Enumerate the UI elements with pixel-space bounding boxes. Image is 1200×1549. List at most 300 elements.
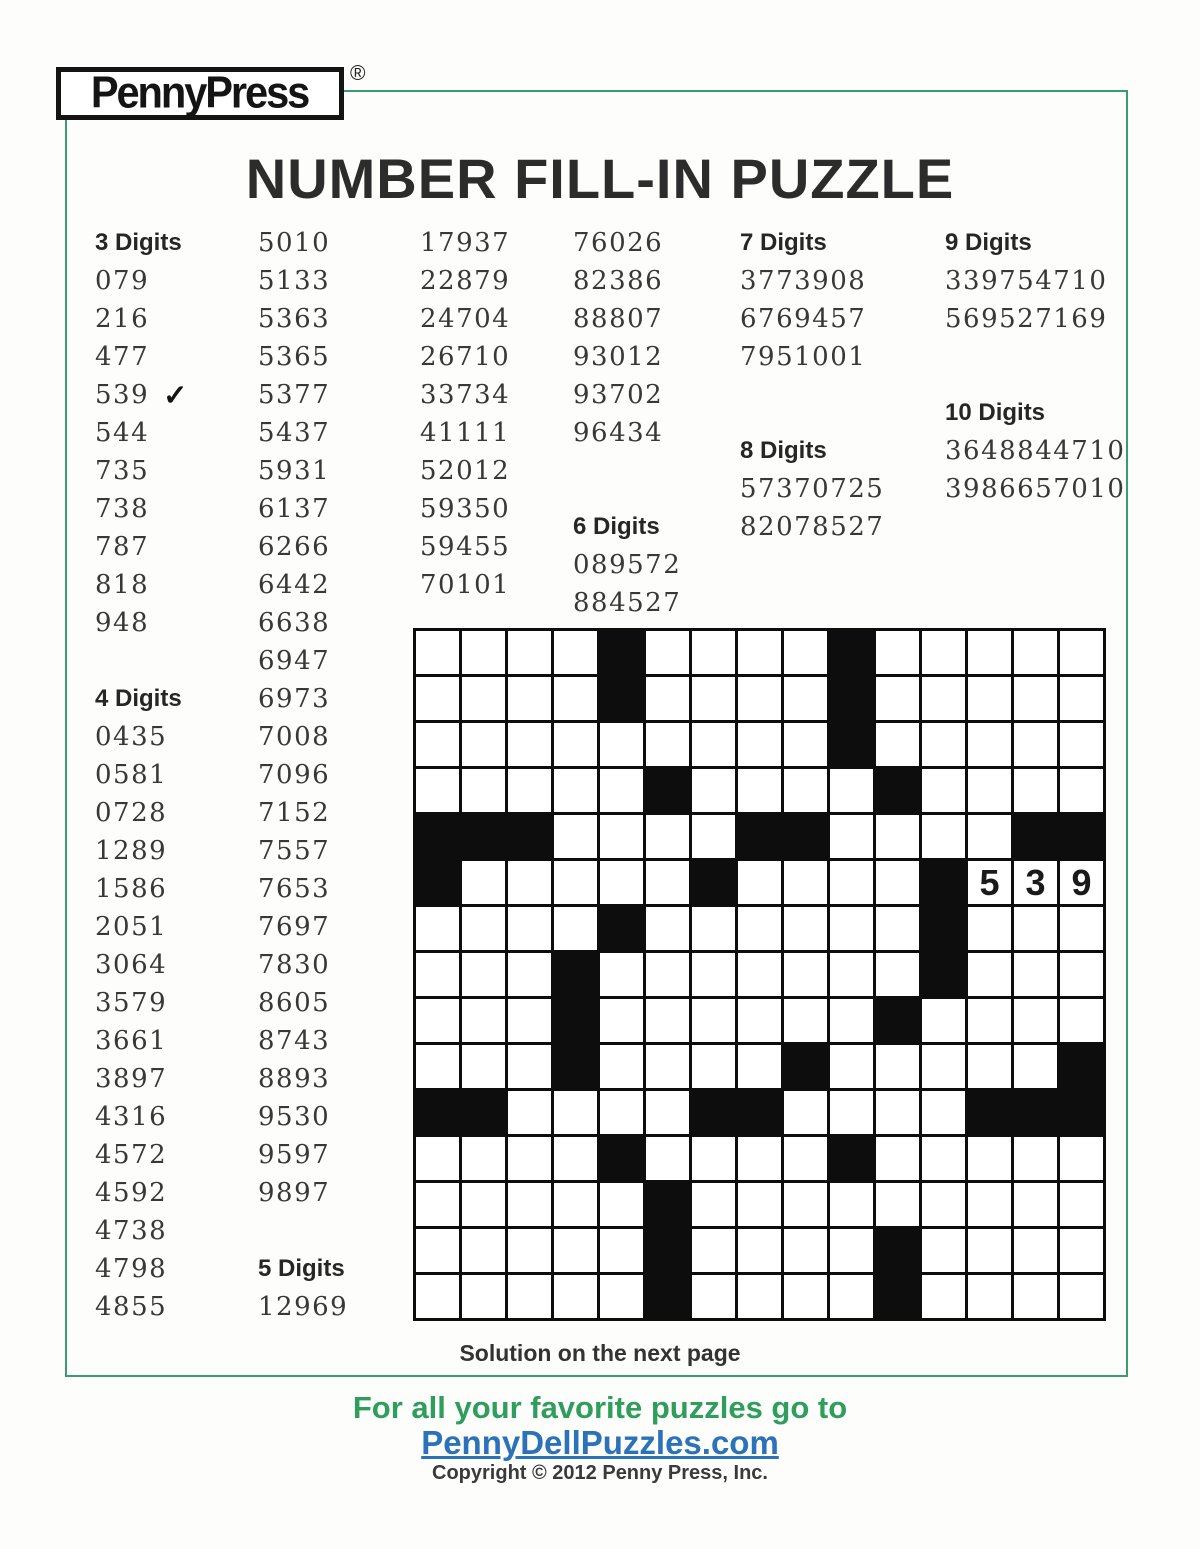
number-value: 216 [95, 304, 150, 334]
grid-cell [830, 1229, 873, 1272]
grid-cell [784, 1091, 827, 1134]
grid-cell [554, 861, 597, 904]
list-number [258, 680, 348, 718]
grid-cell [784, 999, 827, 1042]
list-number [95, 908, 187, 946]
grid-cell-black [646, 1183, 689, 1226]
list-spacer [945, 338, 1125, 394]
grid-cell [508, 861, 551, 904]
list-section-header [740, 224, 884, 262]
list-number [95, 262, 187, 300]
list-section-header [945, 394, 1125, 432]
grid-cell-black [830, 723, 873, 766]
grid-cell [968, 1275, 1011, 1318]
number-value: 59455 [420, 532, 511, 562]
number-value: 7951001 [740, 342, 867, 372]
number-value: 884527 [573, 588, 682, 618]
grid-cell [692, 1137, 735, 1180]
grid-cell [784, 907, 827, 950]
number-value: 3986657010 [945, 474, 1126, 504]
number-value: 6442 [258, 570, 331, 600]
registered-trademark-symbol: ® [348, 62, 369, 88]
list-number [573, 584, 681, 622]
number-value: 41111 [420, 418, 511, 448]
grid-cell [462, 769, 505, 812]
grid-cell [738, 677, 781, 720]
grid-cell [646, 953, 689, 996]
grid-cell [692, 1183, 735, 1226]
grid-cell [738, 1137, 781, 1180]
grid-cell-black [554, 1045, 597, 1088]
grid-cell [1060, 999, 1103, 1042]
number-value: 477 [95, 342, 150, 372]
copyright-line: Copyright © 2012 Penny Press, Inc. [432, 1462, 768, 1484]
list-number [420, 376, 510, 414]
grid-cell-black [968, 1091, 1011, 1134]
grid-cell-black [876, 1275, 919, 1318]
list-number [420, 338, 510, 376]
grid-cell [508, 1091, 551, 1134]
grid-cell [1060, 1137, 1103, 1180]
grid-cell [830, 953, 873, 996]
grid-cell [830, 1091, 873, 1134]
grid-cell-black [922, 953, 965, 996]
list-number [258, 376, 348, 414]
grid-cell [1060, 677, 1103, 720]
grid-cell [922, 1183, 965, 1226]
grid-cell [508, 769, 551, 812]
grid-cell [692, 1229, 735, 1272]
number-value: 93702 [573, 380, 664, 410]
pennydellpuzzles-link[interactable]: PennyDellPuzzles.com [421, 1424, 779, 1461]
list-section-header [95, 224, 187, 262]
grid-cell [1014, 1183, 1057, 1226]
number-value: 26710 [420, 342, 511, 372]
list-number [258, 528, 348, 566]
grid-cell [462, 631, 505, 674]
grid-cell-black [1060, 1091, 1103, 1134]
grid-cell-black [462, 815, 505, 858]
grid-cell [1060, 1183, 1103, 1226]
grid-cell [876, 907, 919, 950]
grid-cell [646, 907, 689, 950]
grid-cell-black [922, 861, 965, 904]
grid-cell [738, 1045, 781, 1088]
list-number [258, 1060, 348, 1098]
grid-cell [1014, 1137, 1057, 1180]
grid-cell [646, 1045, 689, 1088]
list-number [95, 452, 187, 490]
list-number [420, 414, 510, 452]
grid-cell [600, 1275, 643, 1318]
list-number [740, 508, 884, 546]
col-4-and-5-digits [258, 224, 348, 1326]
number-value: 539 [95, 380, 150, 410]
grid-cell [646, 677, 689, 720]
grid-cell [784, 953, 827, 996]
grid-cell-black [876, 769, 919, 812]
number-value: 5377 [258, 380, 331, 410]
number-value: 544 [95, 418, 150, 448]
number-value: 96434 [573, 418, 664, 448]
grid-cell [554, 723, 597, 766]
grid-cell [968, 999, 1011, 1042]
grid-cell [922, 723, 965, 766]
grid-cell [738, 769, 781, 812]
number-value: 5010 [258, 228, 331, 258]
grid-cell [830, 815, 873, 858]
grid-cell-black [508, 815, 551, 858]
grid-cell [922, 1091, 965, 1134]
grid-cell [1060, 953, 1103, 996]
list-number [420, 300, 510, 338]
list-number [95, 376, 187, 414]
list-number [573, 546, 681, 584]
number-value: 82386 [573, 266, 664, 296]
grid-cell [922, 677, 965, 720]
grid-cell [692, 769, 735, 812]
col-7-and-8-digits [740, 224, 884, 546]
list-number [95, 566, 187, 604]
grid-cell [1014, 907, 1057, 950]
grid-cell [646, 1091, 689, 1134]
grid-cell [646, 861, 689, 904]
list-number [945, 432, 1125, 470]
grid-cell [876, 723, 919, 766]
grid-cell [600, 953, 643, 996]
number-value: 7152 [258, 798, 331, 828]
number-value: 5363 [258, 304, 331, 334]
grid-cell-black [1014, 1091, 1057, 1134]
grid-cell [922, 1229, 965, 1272]
grid-cell [738, 999, 781, 1042]
grid-cell [830, 861, 873, 904]
list-number [258, 642, 348, 680]
grid-cell [738, 1229, 781, 1272]
list-number [258, 224, 348, 262]
number-value: 738 [95, 494, 150, 524]
grid-cell [876, 1091, 919, 1134]
number-value: 8893 [258, 1064, 331, 1094]
number-value: 6973 [258, 684, 331, 714]
number-value: 70101 [420, 570, 511, 600]
list-number [95, 528, 187, 566]
grid-cell [922, 1137, 965, 1180]
number-value: 93012 [573, 342, 664, 372]
grid-cell-black [646, 1275, 689, 1318]
grid-cell [1014, 1275, 1057, 1318]
grid-cell [554, 907, 597, 950]
number-value: 6947 [258, 646, 331, 676]
list-number [258, 1022, 348, 1060]
grid-cell [738, 631, 781, 674]
grid-cell [784, 769, 827, 812]
grid-cell [784, 1183, 827, 1226]
grid-cell [462, 907, 505, 950]
number-value: 8605 [258, 988, 331, 1018]
number-value: 7697 [258, 912, 331, 942]
grid-cell [508, 1229, 551, 1272]
list-number [95, 1136, 187, 1174]
list-number [95, 300, 187, 338]
grid-cell [692, 723, 735, 766]
number-value: 7008 [258, 722, 331, 752]
grid-cell [462, 999, 505, 1042]
grid-cell [600, 1091, 643, 1134]
grid-cell [968, 1045, 1011, 1088]
number-value: 4855 [95, 1292, 168, 1322]
number-value: 9530 [258, 1102, 331, 1132]
list-spacer [95, 642, 187, 680]
grid-cell [876, 1183, 919, 1226]
grid-cell-black [600, 677, 643, 720]
grid-cell-black [646, 769, 689, 812]
grid-cell [738, 1183, 781, 1226]
grid-cell [830, 769, 873, 812]
number-value: 089572 [573, 550, 682, 580]
grid-cell [508, 999, 551, 1042]
grid-cell [784, 677, 827, 720]
number-value: 4572 [95, 1140, 168, 1170]
list-number [740, 338, 884, 376]
list-number [258, 718, 348, 756]
list-number [258, 832, 348, 870]
number-value: 0435 [95, 722, 168, 752]
grid-cell [922, 631, 965, 674]
grid-cell [646, 815, 689, 858]
number-value: 818 [95, 570, 150, 600]
list-number [258, 1136, 348, 1174]
grid-cell [1014, 1045, 1057, 1088]
grid-cell [416, 1275, 459, 1318]
number-value: 82078527 [740, 512, 885, 542]
list-number [573, 338, 681, 376]
list-number [258, 490, 348, 528]
checkmark-icon: ✓ [163, 379, 188, 412]
col-9-and-10-digits [945, 224, 1125, 508]
number-value: 57370725 [740, 474, 885, 504]
grid-cell-black [416, 1091, 459, 1134]
grid-cell [646, 631, 689, 674]
grid-cell [1060, 769, 1103, 812]
grid-cell [922, 999, 965, 1042]
grid-cell [508, 907, 551, 950]
number-value: 3773908 [740, 266, 867, 296]
grid-cell-black [554, 999, 597, 1042]
grid-cell-black [600, 907, 643, 950]
list-number [258, 794, 348, 832]
prefilled-digit: 9 [1071, 861, 1092, 903]
number-value: 3897 [95, 1064, 168, 1094]
list-number [945, 262, 1125, 300]
grid-cell [922, 1045, 965, 1088]
list-number [258, 262, 348, 300]
grid-cell [738, 907, 781, 950]
list-number [420, 452, 510, 490]
grid-cell [554, 1275, 597, 1318]
grid-cell [968, 631, 1011, 674]
list-number [95, 1022, 187, 1060]
grid-cell [692, 953, 735, 996]
grid-cell [1060, 1275, 1103, 1318]
grid-cell-black [876, 1229, 919, 1272]
grid-cell [968, 815, 1011, 858]
grid-cell-black [830, 677, 873, 720]
grid-cell [968, 677, 1011, 720]
list-number [420, 224, 510, 262]
grid-cell [1014, 953, 1057, 996]
list-number [573, 300, 681, 338]
section-header-label: 5 Digits [258, 1255, 345, 1282]
grid-cell [554, 769, 597, 812]
list-number [258, 452, 348, 490]
grid-cell [416, 769, 459, 812]
list-number [420, 528, 510, 566]
list-spacer [573, 452, 681, 508]
grid-cell [876, 953, 919, 996]
grid-cell [646, 723, 689, 766]
list-section-header [258, 1250, 348, 1288]
grid-cell [462, 723, 505, 766]
list-number [95, 832, 187, 870]
grid-cell [968, 723, 1011, 766]
grid-cell [508, 1137, 551, 1180]
list-section-header [740, 432, 884, 470]
list-number [258, 414, 348, 452]
grid-cell [554, 677, 597, 720]
number-value: 3661 [95, 1026, 168, 1056]
grid-cell [462, 1045, 505, 1088]
number-value: 2051 [95, 912, 168, 942]
grid-cell [784, 1229, 827, 1272]
number-value: 33734 [420, 380, 511, 410]
number-value: 4316 [95, 1102, 168, 1132]
grid-cell [830, 999, 873, 1042]
list-number [95, 718, 187, 756]
number-value: 339754710 [945, 266, 1108, 296]
list-number [945, 300, 1125, 338]
col-3-and-4-digits [95, 224, 187, 1326]
grid-cell [968, 907, 1011, 950]
grid-cell [508, 953, 551, 996]
grid-cell [1014, 677, 1057, 720]
grid-cell [830, 1183, 873, 1226]
grid-cell-black [876, 999, 919, 1042]
grid-cell [462, 953, 505, 996]
section-header-label: 8 Digits [740, 437, 827, 464]
grid-cell-prefilled [1014, 861, 1057, 904]
grid-cell [508, 1275, 551, 1318]
grid-cell [784, 1275, 827, 1318]
number-value: 17937 [420, 228, 511, 258]
grid-cell [416, 953, 459, 996]
grid-cell [508, 631, 551, 674]
grid-cell [600, 999, 643, 1042]
list-number [573, 224, 681, 262]
grid-cell [462, 861, 505, 904]
list-number [95, 414, 187, 452]
grid-cell [600, 1183, 643, 1226]
grid-cell [600, 723, 643, 766]
grid-cell [1014, 769, 1057, 812]
number-value: 88807 [573, 304, 664, 334]
footer-tagline: For all your favorite puzzles go to [352, 1390, 848, 1425]
grid-cell [692, 677, 735, 720]
grid-cell [462, 1137, 505, 1180]
pennypress-logo [56, 67, 344, 120]
list-number [420, 262, 510, 300]
list-number [573, 376, 681, 414]
number-value: 5931 [258, 456, 331, 486]
grid-cell [554, 1091, 597, 1134]
fill-in-grid [413, 628, 1106, 1321]
list-number [258, 946, 348, 984]
grid-cell [876, 631, 919, 674]
grid-cell [508, 1045, 551, 1088]
section-header-label: 7 Digits [740, 229, 827, 256]
grid-cell [462, 1229, 505, 1272]
grid-cell [646, 999, 689, 1042]
grid-cell [1014, 1229, 1057, 1272]
grid-cell [462, 1183, 505, 1226]
grid-cell [1060, 907, 1103, 950]
grid-cell [416, 677, 459, 720]
grid-cell-black [922, 907, 965, 950]
grid-cell [784, 1137, 827, 1180]
list-number [258, 756, 348, 794]
grid-cell-prefilled [1060, 861, 1103, 904]
list-section-header [573, 508, 681, 546]
number-value: 948 [95, 608, 150, 638]
number-value: 12969 [258, 1292, 349, 1322]
grid-cell [416, 1183, 459, 1226]
grid-cell [416, 631, 459, 674]
grid-cell [738, 861, 781, 904]
grid-cell [738, 723, 781, 766]
list-number [95, 870, 187, 908]
grid-cell [830, 907, 873, 950]
grid-cell-black [830, 1137, 873, 1180]
grid-cell-black [738, 1091, 781, 1134]
list-spacer [740, 376, 884, 432]
list-number [95, 1288, 187, 1326]
col-5-and-6-digits [573, 224, 681, 622]
grid-cell-black [1060, 815, 1103, 858]
number-value: 52012 [420, 456, 511, 486]
section-header-label: 6 Digits [573, 513, 660, 540]
number-value: 5437 [258, 418, 331, 448]
number-value: 4798 [95, 1254, 168, 1284]
prefilled-digit: 3 [1025, 861, 1046, 903]
prefilled-digit: 5 [979, 861, 1000, 903]
number-value: 5133 [258, 266, 331, 296]
list-number [95, 794, 187, 832]
grid-cell [876, 861, 919, 904]
grid-cell [922, 815, 965, 858]
grid-cell [968, 953, 1011, 996]
section-header-label: 10 Digits [945, 399, 1046, 426]
grid-cell [416, 1137, 459, 1180]
grid-cell [1014, 999, 1057, 1042]
list-number [95, 984, 187, 1022]
list-number [420, 490, 510, 528]
grid-cell-black [416, 861, 459, 904]
section-header-label: 9 Digits [945, 229, 1032, 256]
list-number [258, 908, 348, 946]
grid-cell [876, 1137, 919, 1180]
grid-cell-black [1060, 1045, 1103, 1088]
grid-cell [692, 1275, 735, 1318]
